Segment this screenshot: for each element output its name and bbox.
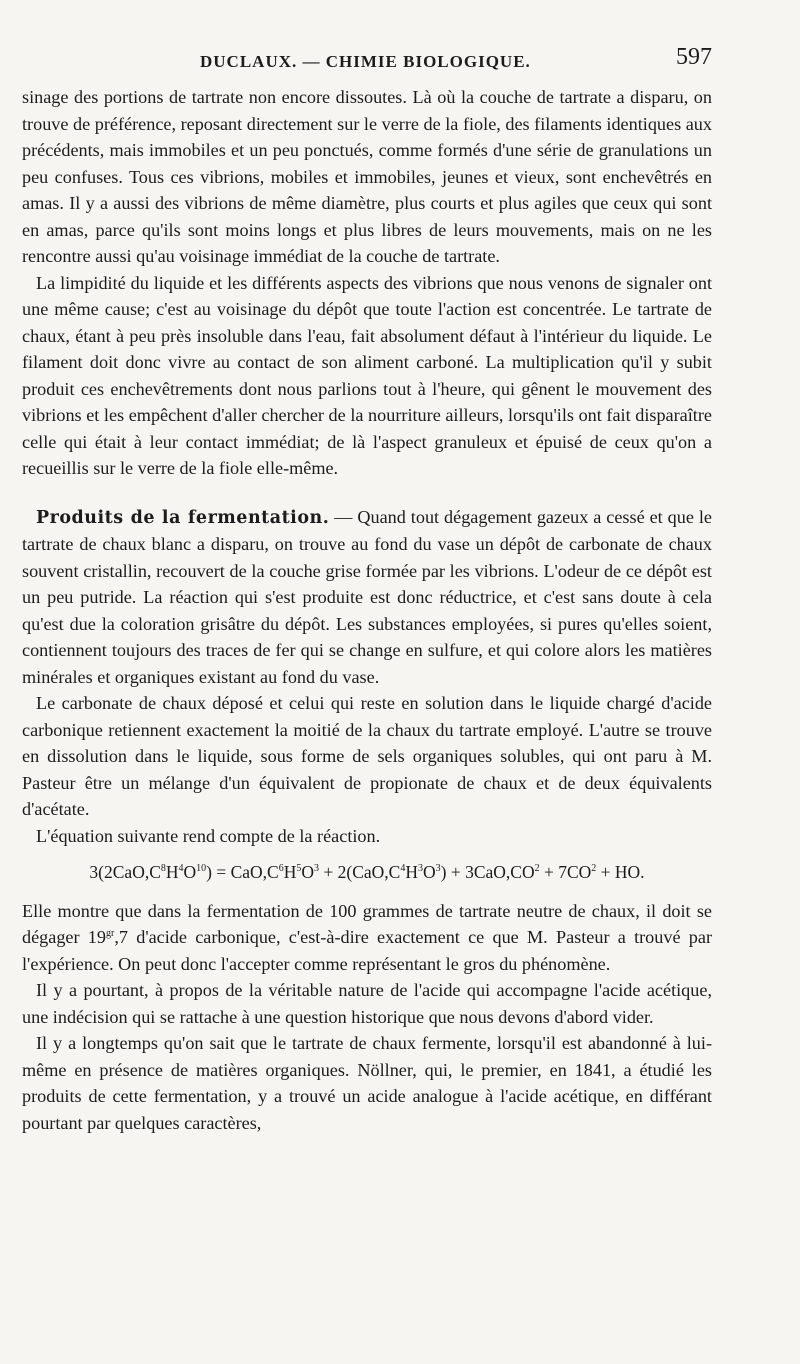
paragraph-1: sinage des portions de tartrate non encore dissoutes. Là où la couche de tartrate a disparu, on trouve de préférence, reposant directement sur le verre de la fiole, des filaments identiques aux précédents, mais immobiles et un peu ponctués, comme formés d'une série de granulations un peu confuses. Tous ces vibrions, mobiles et immobiles, jeunes et vieux, sont enchevêtrés en amas. Il y a aussi des vibrions de même diamètre, plus courts et plus agiles que ceux qui sont en amas, parce qu'ils sont moins longs et plus libres de leurs mouvements, mais on ne les rencontre aussi qu'au voisinage immédiat de la couche de tartrate.: [22, 87, 712, 266]
eq-part: H: [405, 862, 418, 882]
eq-part: + 2(CaO,C: [319, 862, 401, 882]
eq-sup: 4: [400, 863, 406, 875]
paragraph-7: Il y a pourtant, à propos de la véritable nature de l'acide qui accompagne l'acide acétique, une indécision qui se rattache à une question historique que nous devons d'abord vider.: [22, 980, 712, 1027]
unit-superscript: gr: [106, 927, 115, 939]
eq-sup: 8: [160, 863, 166, 875]
eq-part: O: [183, 862, 197, 882]
body-text: [22, 84, 712, 1136]
eq-part: ) = CaO,C: [206, 862, 279, 882]
paragraph-2: La limpidité du liquide et les différents aspects des vibrions que nous venons de signaler ont une même cause; c'est au voisinage du dépôt que toute l'action est concentrée. Le tartrate de chaux, étant à peu près insoluble dans l'eau, fait absolument défaut à l'intérieur du liquide. Le filament doit donc vivre au contact de son aliment carboné. La multiplication qu'il y subit produit ces enchevêtrements dont nous parlions tout à l'heure, qui gênent le mouvement des vibrions et les empêchent d'aller chercher de la nourriture ailleurs, lorsqu'ils ont fait disparaître celle qui était à leur contact immédiat; de là l'aspect granuleux et épuisé de ceux qu'on a recueillis sur le verre de la fiole elle-même.: [22, 272, 712, 478]
eq-part: O: [301, 862, 315, 882]
eq-part: H: [283, 862, 297, 882]
eq-part: 3(2CaO,C: [89, 862, 161, 882]
section-gap: [22, 482, 712, 504]
eq-sup: 3: [435, 863, 441, 875]
paragraph-4: Le carbonate de chaux déposé et celui qui reste en solution dans le liquide chargé d'acide carbonique retiennent exactement la moitié de la chaux du tartrate employé. L'autre se trouve en dissolution dans le liquide, sous forme de sels organiques solubles, qui ont paru à M. Pasteur être un mélange d'un équivalent de propionate de chaux et de deux équivalents d'acétate.: [22, 693, 712, 819]
eq-part: O: [422, 862, 436, 882]
paragraph-6: [22, 898, 712, 978]
paragraph-5: L'équation suivante rend compte de la réaction.: [36, 825, 381, 846]
paragraph-8: Il y a longtemps qu'on sait que le tartrate de chaux fermente, lorsqu'il est abandonné à lui-même en présence de matières organiques. Nöllner, qui, le premier, en 1841, a étudié les produits de cette fermentation, y a trouvé un acide analogue à l'acide acétique, en différant pourtant par quelques caractères,: [22, 1033, 712, 1133]
eq-sup: 5: [296, 863, 302, 875]
eq-sup: 2: [591, 863, 597, 875]
chemical-equation: [22, 859, 712, 886]
page-number: 597: [676, 44, 712, 70]
section-heading: Produits de la fermentation.: [36, 507, 330, 528]
paragraph-6-text-a: Elle montre que dans la fermentation de 100 grammes de tartrate neutre de chaux, il doit se dégager 19: [22, 900, 712, 947]
paragraph-3-text: — Quand tout dégagement gazeux a cessé et que le tartrate de chaux blanc a disparu, on trouve au fond du vase un dépôt de carbonate de chaux souvent cristallin, recouvert de la couche grise formée par les vibrions. L'odeur de ce dépôt est un peu putride. La réaction qui s'est produite est donc réductrice, et c'est sans doute à cela qu'est due la coloration grisâtre du dépôt. Les substances employées, si pures qu'elles soient, contiennent toujours des traces de fer qui se change en sulfure, et qui colore alors les matières minérales et organiques existant au fond du vase.: [22, 506, 712, 687]
eq-part: + 7CO: [539, 862, 592, 882]
eq-sup: 4: [178, 863, 184, 875]
eq-sup: 2: [534, 863, 540, 875]
eq-sup: 10: [196, 863, 207, 875]
paragraph-6-text-b: ,7 d'acide carbonique, c'est-à-dire exactement ce que M. Pasteur a trouvé par l'expérience. On peut donc l'accepter comme représentant le gros du phénomène.: [22, 927, 712, 974]
eq-sup: 3: [314, 863, 320, 875]
eq-part: + HO.: [596, 862, 645, 882]
running-title: DUCLAUX. — CHIMIE BIOLOGIQUE.: [200, 52, 531, 71]
eq-part: ) + 3CaO,CO: [440, 862, 535, 882]
eq-part: H: [165, 862, 179, 882]
eq-sup: 3: [417, 863, 423, 875]
eq-sup: 6: [278, 863, 284, 875]
paragraph-3: [22, 504, 712, 691]
page-header: [0, 44, 800, 76]
